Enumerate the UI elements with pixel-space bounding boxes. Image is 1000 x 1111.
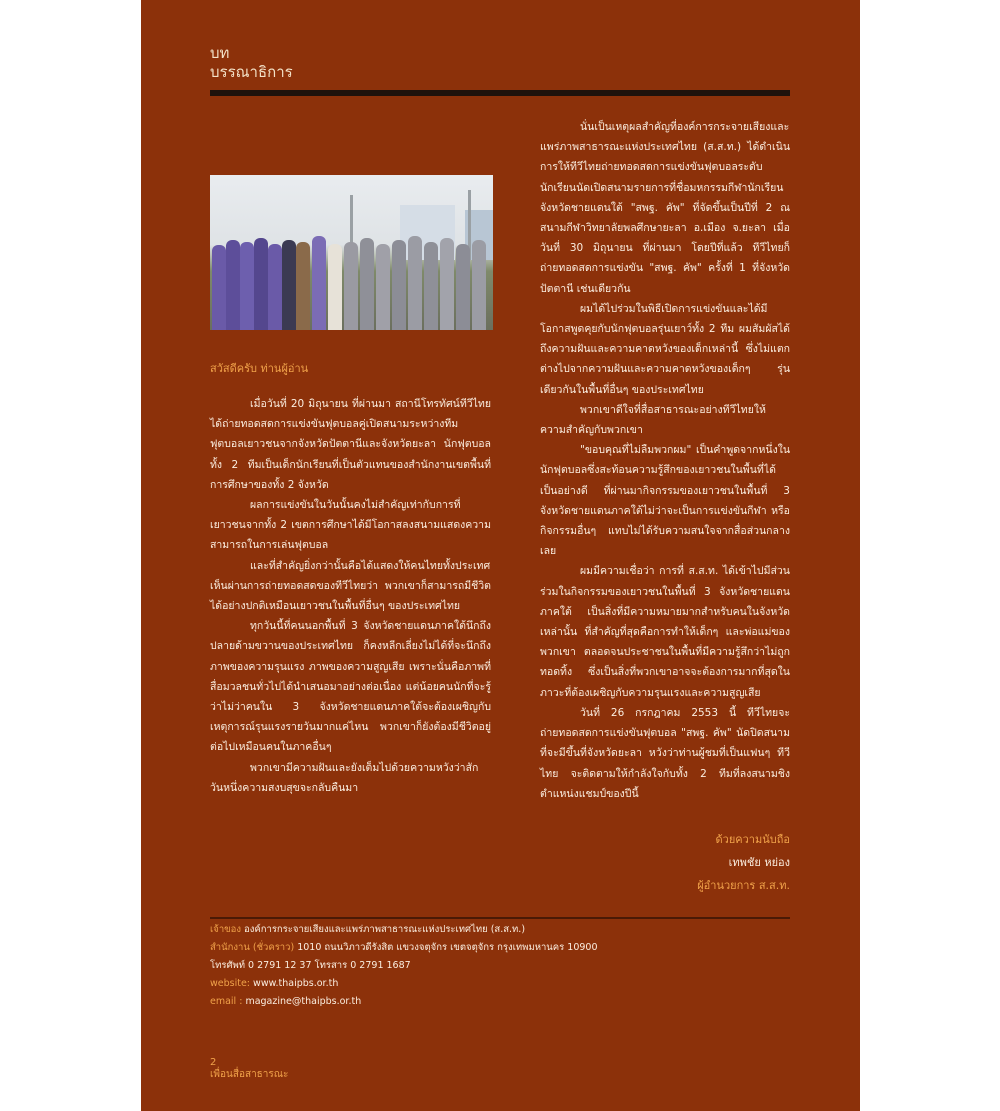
official (328, 244, 342, 330)
section-title-line1: บท (210, 44, 230, 62)
header-rule (210, 90, 790, 96)
player (456, 244, 470, 330)
paragraph: และที่สำคัญยิ่งกว่านั้นคือได้แสดงให้คนไทยทั้งประเทศเห็นผ่านการถ่ายทอดสดของทีวีไทยว่า พวกเขาก็สามารถมีชีวิตได้อย่างปกติเหมือนเยาวชนในพื้นที่อื่นๆ ของประเทศไทย (210, 559, 491, 613)
magazine-name: เพื่อนสื่อสาธารณะ (210, 1068, 289, 1080)
right-column (540, 117, 790, 897)
owner-label: เจ้าของ (210, 923, 241, 935)
player (254, 238, 268, 330)
website-link[interactable]: www.thaipbs.or.th (253, 977, 339, 989)
paragraph: ผมได้ไปร่วมในพิธีเปิดการแข่งขันและได้มีโอกาสพูดคุยกับนักฟุตบอลรุ่นเยาว์ทั้ง 2 ทีม ผมสัมผัสได้ถึงความฝันและความคาดหวังของเด็กเหล่านี้ ซึ่งไม่แตกต่างไปจากความฝันและความคาดหวังของเด็กๆ รุ่นเดียวกันในพื้นที่อื่นๆ ของประเทศไทย (540, 302, 790, 396)
paragraph: วันที่ 26 กรกฎาคม 2553 นี้ ทีวีไทยจะถ่ายทอดสดการแข่งขันฟุตบอล "สพฐ. คัพ" นัดปิดสนามที่จะมีขึ้นที่จังหวัดยะลา หวังว่าท่านผู้ชมที่เป็นแฟนๆ ทีวีไทย จะติดตามให้กำลังใจกับทั้ง 2 ทีมที่ลงสนามชิงตำแหน่งแชมป์ของปีนี้ (540, 706, 790, 800)
article-body (210, 117, 790, 897)
player (312, 236, 326, 330)
page-footer (210, 1057, 790, 1081)
owner-value: องค์การกระจายเสียงและแพร่ภาพสาธารณะแห่งประเทศไทย (ส.ส.ท.) (244, 923, 526, 935)
office-label: สำนักงาน (ชั่วคราว) (210, 941, 295, 953)
greeting: สวัสดีครับ ท่านผู้อ่าน (210, 362, 309, 375)
player (268, 244, 282, 330)
paragraph: นั่นเป็นเหตุผลสำคัญที่องค์การกระจายเสียงและแพร่ภาพสาธารณะแห่งประเทศไทย (ส.ส.ท.) ได้ดำเนินการให้ทีวีไทยถ่ายทอดสดการแข่งขันฟุตบอลระดับนักเรียนนัดเปิดสนามรายการที่ชื่อมหกรรมกีฬานักเรียนจังหวัดชายแดนใต้ "สพฐ. คัพ" ที่จัดขึ้นเป็นปีที่ 2 ณ สนามกีฬาวิทยาลัยพลศึกษายะลา อ.เมือง จ.ยะลา เมื่อวันที่ 30 มิถุนายน ที่ผ่านมา โดยปีที่แล้ว ทีวีไทยก็ถ่ายทอดสดการแข่งขัน "สพฐ. คัพ" ครั้งที่ 1 ที่จังหวัดปัตตานี เช่นเดียวกัน (540, 121, 790, 295)
paragraph: "ขอบคุณที่ไม่ลืมพวกผม" เป็นคำพูดจากหนึ่งในนักฟุตบอลซึ่งสะท้อนความรู้สึกของเยาวชนในพื้นที่ได้เป็นอย่างดี ที่ผ่านมากิจกรรมของเยาวชนในพื้นที่ 3 จังหวัดชายแดนภาคใต้ไม่ว่าจะเป็นการแข่งขันกีฬา หรือกิจกรรมอื่นๆ แทบไม่ได้รับความสนใจจากสื่อส่วนกลางเลย (540, 444, 790, 558)
office-value: 1010 ถนนวิภาวดีรังสิต แขวงจตุจักร เขตจตุจักร กรุงเทพมหานคร 10900 (297, 941, 598, 953)
player (344, 242, 358, 330)
team-photo (210, 175, 493, 330)
signature-title: ผู้อำนวยการ ส.ส.ท. (697, 878, 790, 892)
player (408, 236, 422, 330)
section-title (210, 44, 790, 82)
player (472, 240, 486, 330)
player (282, 240, 296, 330)
player (392, 240, 406, 330)
left-column (210, 117, 491, 798)
paragraph: เมื่อวันที่ 20 มิถุนายน ที่ผ่านมา สถานีโทรทัศน์ทีวีไทยได้ถ่ายทอดสดการแข่งขันฟุตบอลคู่เปิดสนามระหว่างทีมฟุตบอลเยาวชนจากจังหวัดปัตตานีและจังหวัดยะลา นักฟุตบอลทั้ง 2 ทีมเป็นเด็กนักเรียนที่เป็นตัวแทนของสำนักงานเขตพื้นที่การศึกษาของทั้ง 2 จังหวัด (210, 398, 491, 491)
player (240, 242, 254, 330)
player (360, 238, 374, 330)
page-number: 2 (210, 1056, 217, 1068)
section-title-line2: บรรณาธิการ (210, 63, 293, 81)
phone-fax: โทรศัพท์ 0 2791 12 37 โทรสาร 0 2791 1687 (210, 959, 411, 971)
footer-rule (210, 917, 790, 919)
signature-block (540, 828, 790, 897)
colophon (210, 921, 790, 1011)
right-text (540, 117, 790, 804)
paragraph: พวกเขามีความฝันและยังเต็มไปด้วยความหวังว่าสักวันหนึ่งความสงบสุขจะกลับคืนมา (210, 761, 479, 794)
magazine-page (141, 0, 860, 1111)
website-label: website: (210, 977, 251, 989)
paragraph: พวกเขาดีใจที่สื่อสาธารณะอย่างทีวีไทยให้ความสำคัญกับพวกเขา (540, 403, 766, 437)
paragraph: ผลการแข่งขันในวันนั้นคงไม่สำคัญเท่ากับการที่เยาวชนจากทั้ง 2 เขตการศึกษาได้มีโอกาสลงสนามแสดงความสามารถในการเล่นฟุตบอล (210, 499, 491, 552)
player (440, 238, 454, 330)
email-label: email : (210, 995, 243, 1007)
paragraph: ผมมีความเชื่อว่า การที่ ส.ส.ท. ได้เข้าไปมีส่วนร่วมในกิจกรรมของเยาวชนในพื้นที่ 3 จังหวัดชายแดนภาคใต้ เป็นสิ่งที่มีความหมายมากสำหรับคนในจังหวัดเหล่านั้น ที่สำคัญที่สุดคือการทำให้เด็กๆ และพ่อแม่ของพวกเขา ตลอดจนประชาชนในพื้นที่มีความรู้สึกว่าไม่ถูกทอดทิ้ง ซึ่งเป็นสิ่งที่พวกเขาอาจจะต้องการมากที่สุดในภาวะที่ต้องเผชิญกับความรุนแรงและความสูญเสีย (540, 565, 790, 699)
player (376, 244, 390, 330)
paragraph: ทุกวันนี้ที่คนนอกพื้นที่ 3 จังหวัดชายแดนภาคใต้นึกถึงปลายด้ามขวานของประเทศไทย ก็คงหลีกเลี่ยงไม่ได้ที่จะนึกถึงภาพของความรุนแรง ภาพของความสูญเสีย เพราะนั่นคือภาพที่สื่อมวลชนทั่วไปได้นำเสนอมาอย่างต่อเนื่อง แต่น้อยคนนักที่จะรู้ว่าไม่ว่าคนใน 3 จังหวัดชายแดนภาคใต้จะต้องเผชิญกับเหตุการณ์รุนแรงรายวันมากแค่ไหน พวกเขาก็ยังต้องมีชีวิตอยู่ต่อไปเหมือนคนในภาคอื่นๆ (210, 620, 491, 754)
left-text (210, 394, 491, 798)
official (296, 242, 310, 330)
email-link[interactable]: magazine@thaipbs.or.th (245, 995, 362, 1007)
player (212, 245, 226, 330)
signature-closing: ด้วยความนับถือ (715, 832, 790, 846)
player (424, 242, 438, 330)
player (226, 240, 240, 330)
signature-name: เทพชัย หย่อง (728, 855, 790, 869)
